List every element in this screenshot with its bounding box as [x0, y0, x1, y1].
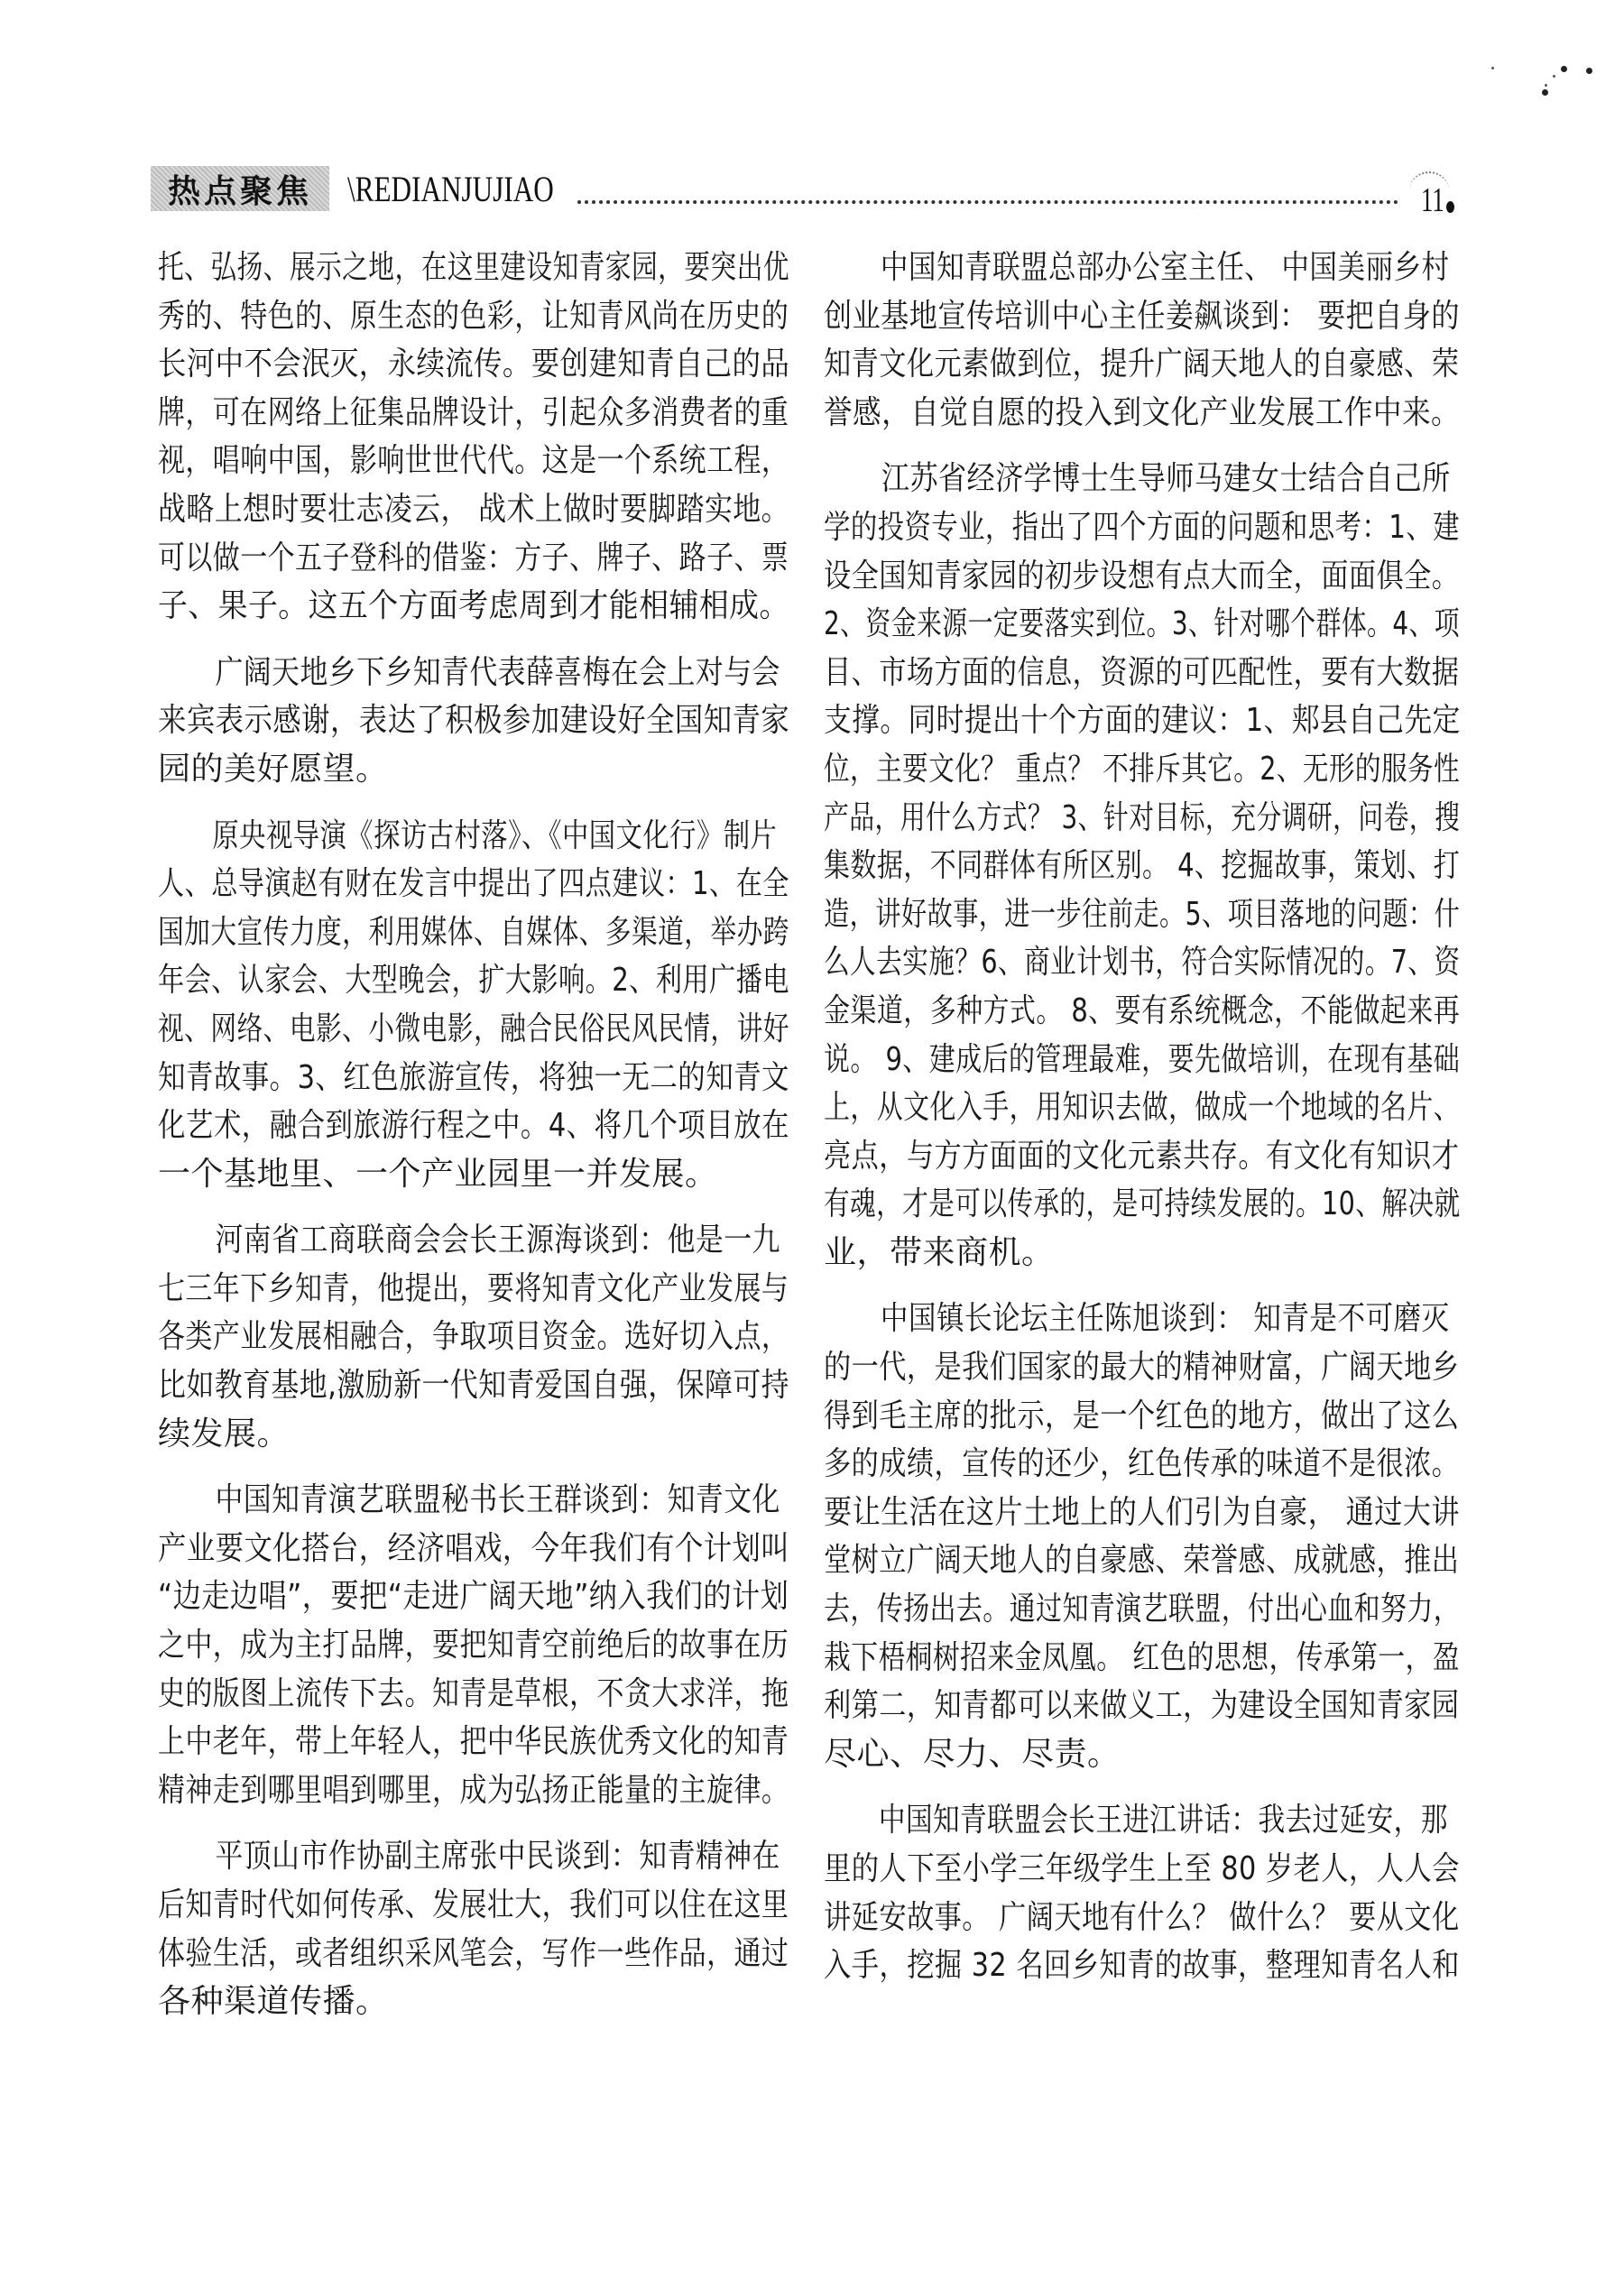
page-number-bullet-icon [1446, 201, 1454, 213]
text-line: 设全国知青家园的初步设想有点大而全，面面俱全。 [824, 557, 1460, 595]
paragraph-gap [158, 794, 789, 812]
paragraph [824, 244, 1460, 437]
text-line: 支撑。同时提出十个方面的建议：1、郏县自己先定 [824, 702, 1461, 740]
text-line: 业，带来商机。 [824, 1233, 1055, 1271]
paragraph [158, 1832, 789, 2025]
text-line: 一个基地里、一个产业园里一并发展。 [158, 1155, 718, 1193]
scan-speck-icon [1553, 75, 1555, 78]
text-line: 体验生活，或者组织采风笔会，写作一些作品，通过 [158, 1934, 789, 1972]
paragraph-gap [158, 1198, 789, 1216]
text-line: 创业基地宣传培训中心主任姜飙谈到： 要把自身的 [824, 297, 1460, 335]
text-line: 秀的、特色的、原生态的色彩，让知青风尚在历史的 [158, 297, 789, 335]
paragraph [824, 455, 1460, 1277]
text-line: 堂树立广阔天地人的自豪感、荣誉感、成就感，推出 [824, 1542, 1460, 1580]
section-badge [151, 166, 329, 211]
text-line: 年会、认家会、大型晚会，扩大影响。2、利用广播电 [158, 962, 789, 1000]
text-line: 中国知青联盟总部办公室主任、 中国美丽乡村 [880, 249, 1450, 286]
text-line: 精神走到哪里唱到哪里，成为弘扬正能量的主旋律。 [158, 1771, 789, 1809]
scan-speck-icon [1542, 89, 1548, 96]
text-line: 之中，成为主打品牌，要把知青空前绝后的故事在历 [158, 1627, 789, 1664]
text-line: 托、弘扬、展示之地，在这里建设知青家园，要突出优 [158, 249, 789, 286]
paragraph [158, 244, 789, 631]
text-line: 河南省工商联商会会长王源海谈到：他是一九 [215, 1222, 780, 1259]
paragraph [824, 1295, 1460, 1778]
text-line: 后知青时代如何传承、发展壮大，我们可以住在这里 [158, 1886, 789, 1923]
scan-speck-icon [1586, 68, 1592, 74]
paragraph-gap [824, 437, 1460, 455]
text-line: 要让生活在这片土地上的人们引为自豪， 通过大讲 [824, 1493, 1460, 1531]
text-line: 讲延安故事。 广阔天地有什么？ 做什么？ 要从文化 [824, 1898, 1460, 1936]
paragraph [158, 812, 789, 1199]
section-title-pinyin: \REDIANJUJIAO [347, 169, 554, 209]
text-line: 中国知青演艺联盟秘书长王群谈到：知青文化 [215, 1481, 780, 1519]
text-line: 利第二，知青都可以来做义工，为建设全国知青家园 [824, 1687, 1460, 1725]
text-line: 目、市场方面的信息，资源的可匹配性，要有大数据 [824, 653, 1460, 691]
text-line: 栽下梧桐树招来金凤凰。 红色的思想，传承第一，盈 [824, 1638, 1461, 1676]
text-line: 得到毛主席的批示，是一个红色的地方，做出了这么 [824, 1397, 1460, 1434]
text-line: 说。 9、建成后的管理最难，要先做培训，在现有基础 [824, 1040, 1461, 1078]
page-header [0, 0, 1624, 235]
scan-speck-icon [1561, 66, 1567, 72]
text-line: 产品，用什么方式？ 3、针对目标，充分调研，问卷，搜 [824, 798, 1461, 836]
text-line: 集数据，不同群体有所区别。 4、挖掘故事，策划、打 [824, 847, 1461, 885]
paragraph [158, 1476, 789, 1814]
text-line: 视，唱响中国，影响世世代代。这是一个系统工程， [158, 442, 789, 480]
text-line: 位，主要文化？ 重点？ 不排斥其它。2、无形的服务性 [824, 750, 1461, 788]
paragraph [824, 1796, 1460, 1989]
text-line: 史的版图上流传下去。知青是草根，不贪大求洋，拖 [158, 1674, 789, 1712]
text-line: 可以做一个五子登科的借鉴：方子、牌子、路子、票 [158, 539, 789, 576]
text-line: “边走边唱”，要把“走进广阔天地”纳入我们的计划 [158, 1578, 789, 1616]
text-line: 江苏省经济学博士生导师马建女士结合自己所 [881, 460, 1451, 498]
scan-speck-icon [1491, 67, 1494, 69]
paragraph-gap [158, 631, 789, 649]
text-line: 亮点，与方方面面的文化元素共存。有文化有知识才 [824, 1137, 1460, 1175]
text-line: 多的成绩，宣传的还少，红色传承的味道不是很浓。 [824, 1445, 1460, 1483]
text-line: 长河中不会泯灭，永续流传。要创建知青自己的品 [158, 346, 790, 383]
text-line: 七三年下乡知青，他提出，要将知青文化产业发展与 [158, 1269, 789, 1307]
text-line: 上，从文化入手，用知识去做，做成一个地域的名片、 [824, 1089, 1461, 1127]
text-line: 上中老年，带上年轻人，把中华民族优秀文化的知青 [158, 1723, 789, 1761]
text-line: 2、资金来源一定要落实到位。3、针对哪个群体。4、项 [824, 605, 1461, 643]
text-line: 续发展。 [158, 1415, 291, 1452]
left-column [158, 244, 789, 2026]
text-line: 学的投资专业，指出了四个方面的问题和思考：1、建 [824, 508, 1460, 546]
text-line: 国加大宣传力度，利用媒体、自媒体、多渠道，举办跨 [158, 913, 789, 951]
text-line: 子、果子。这五个方面考虑周到才能相辅相成。 [158, 587, 789, 625]
text-line: 造，讲好故事，进一步往前走。5、项目落地的问题：什 [824, 895, 1461, 933]
text-line: 里的人下至小学三年级学生上至 80 岁老人，人人会 [824, 1850, 1460, 1887]
page-number: 11 [1421, 181, 1444, 219]
text-line: 有魂，才是可以传承的，是可持续发展的。10、解决就 [824, 1185, 1461, 1223]
paragraph-gap [824, 1277, 1460, 1295]
text-line: 誉感，自觉自愿的投入到文化产业发展工作中来。 [824, 393, 1461, 431]
text-line: 各种渠道传播。 [158, 1983, 389, 2021]
text-line: 视、网络、电影、小微电影，融合民俗民风民情，讲好 [158, 1010, 789, 1047]
paragraph [158, 1216, 789, 1458]
text-line: 中国知青联盟会长王进江讲话：我去过延安，那 [878, 1802, 1448, 1840]
text-line: 来宾表示感谢，表达了积极参加建设好全国知青家 [158, 702, 790, 740]
paragraph-gap [158, 1814, 789, 1832]
text-line: 中国镇长论坛主任陈旭谈到： 知青是不可磨灭 [880, 1300, 1450, 1338]
text-line: 人、总导演赵有财在发言中提出了四点建议：1、在全 [158, 865, 789, 903]
right-column [824, 244, 1460, 1990]
text-line: 知青文化元素做到位，提升广阔天地人的自豪感、荣 [824, 346, 1460, 383]
text-line: 园的美好愿望。 [158, 750, 389, 788]
text-line: 广阔天地乡下乡知青代表薛喜梅在会上对与会 [215, 653, 780, 691]
text-line: 么人去实施？6、商业计划书，符合实际情况的。7、资 [824, 944, 1461, 982]
text-line: 入手，挖掘 32 名回乡知青的故事，整理知青名人和 [824, 1947, 1460, 1985]
text-line: 化艺术，融合到旅游行程之中。4、将几个项目放在 [158, 1107, 789, 1145]
paragraph [158, 649, 789, 794]
text-line: 战略上想时要壮志凌云， 战术上做时要脚踏实地。 [158, 490, 790, 528]
text-line: 各类产业发展相融合，争取项目资金。选好切入点， [158, 1318, 789, 1356]
scan-speck-icon [1545, 84, 1547, 87]
text-line: 金渠道，多种方式。 8、要有系统概念，不能做起来再 [824, 991, 1461, 1029]
dotted-leader-line [577, 200, 1398, 204]
text-line: 平顶山市作协副主席张中民谈到：知青精神在 [215, 1838, 780, 1876]
paragraph-gap [158, 1458, 789, 1476]
text-line: 原央视导演《探访古村落》、《中国文化行》制片 [212, 816, 778, 854]
section-badge-label: 热点聚焦 [167, 171, 312, 210]
text-line: 产业要文化搭台，经济唱戏，今年我们有个计划叫 [158, 1529, 790, 1567]
text-line: 牌，可在网络上征集品牌设计，引起众多消费者的重 [158, 393, 789, 431]
text-line: 知青故事。3、红色旅游宣传，将独一无二的知青文 [158, 1058, 789, 1096]
text-line: 的一代，是我们国家的最大的精神财富，广阔天地乡 [824, 1349, 1460, 1387]
text-line: 尽心、尽力、尽责。 [824, 1735, 1121, 1773]
paragraph-gap [824, 1778, 1460, 1796]
text-line: 去，传扬出去。通过知青演艺联盟，付出心血和努力， [824, 1591, 1461, 1628]
text-line: 比如教育基地,激励新一代知青爱国自强，保障可持 [158, 1367, 790, 1405]
